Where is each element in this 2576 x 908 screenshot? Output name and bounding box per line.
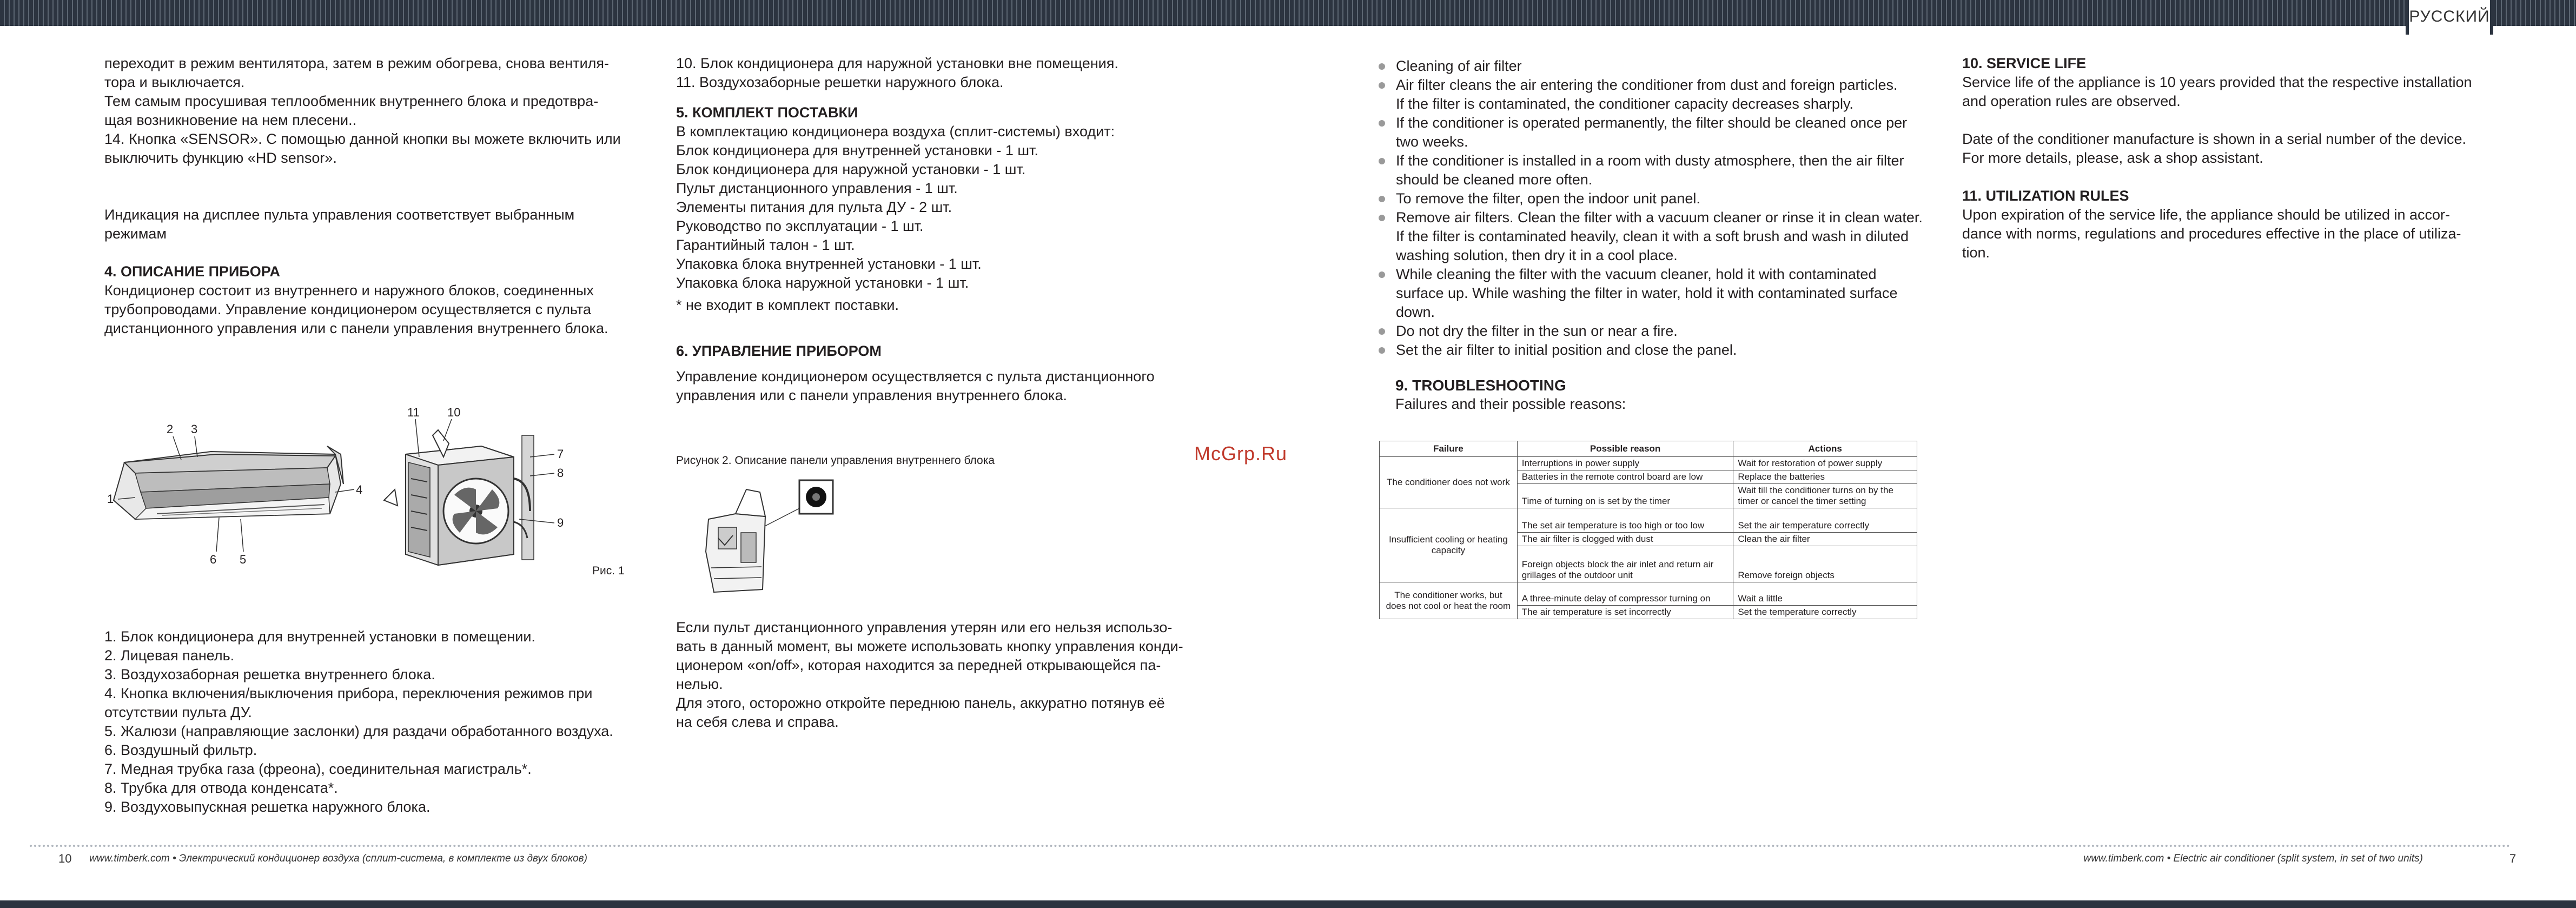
- action-cell: Set the air temperature correctly: [1733, 508, 1917, 533]
- text-line: ционером «on/off», которая находится за передней открывающейся па-: [676, 657, 1161, 673]
- bullet-item: [1376, 114, 1924, 151]
- list-item: 1. Блок кондиционера для внутренней установки в помещении.: [104, 628, 535, 645]
- failure-cell: The conditioner works, but does not cool or heat the room: [1380, 582, 1518, 619]
- reason-cell: A three-minute delay of compressor turning on: [1517, 582, 1733, 606]
- text-line: To remove the filter, open the indoor unit panel.: [1396, 190, 1700, 207]
- left-footer-text: www.timberk.com • Электрический кондиционер воздуха (сплит-система, в комплекте из двух блоков): [89, 853, 587, 864]
- figure-1-caption: Рис. 1: [592, 565, 625, 577]
- text-line: Set the air filter to initial position and close the panel.: [1396, 342, 1737, 358]
- section-10-title: 10. SERVICE LIFE: [1962, 55, 2087, 71]
- figure-1-label: 9: [557, 516, 564, 529]
- bullet-item: [1376, 265, 1924, 322]
- indoor-unit-drawing: [114, 446, 343, 519]
- text-line: Элементы питания для пульта ДУ - 2 шт.: [676, 199, 952, 215]
- bottom-band: [0, 900, 2576, 908]
- text-line: If the conditioner is operated permanently, the filter should be cleaned once per: [1396, 115, 1908, 131]
- failure-cell: The conditioner does not work: [1380, 457, 1518, 508]
- section-11-paragraph: [1962, 206, 2489, 262]
- right-footer-text: www.timberk.com • Electric air conditioner (split system, in set of two units): [2083, 853, 2423, 864]
- text-line: В комплектацию кондиционера воздуха (сплит-системы) входит:: [676, 123, 1115, 140]
- text-line: щая возникновение на нем плесени..: [104, 112, 357, 128]
- reason-cell: The set air temperature is too high or too low: [1517, 508, 1733, 533]
- left-column-2: [676, 54, 1200, 405]
- action-cell: Wait for restoration of power supply: [1733, 457, 1917, 470]
- text-line: Тем самым просушивая теплообменник внутреннего блока и предотвра-: [104, 93, 599, 109]
- reason-cell: The air temperature is set incorrectly: [1517, 606, 1733, 619]
- reason-cell: Interruptions in power supply: [1517, 457, 1733, 470]
- section-11-title: 11. UTILIZATION RULES: [1962, 188, 2129, 204]
- text-line: down.: [1396, 304, 1435, 320]
- language-label: РУССКИЙ: [2409, 8, 2490, 25]
- text-line: управления или с панели управления внутреннего блока.: [676, 387, 1067, 403]
- right-column-3: [1376, 57, 1924, 360]
- text-line: Для этого, осторожно откройте переднюю панель, аккуратно потянув её: [676, 695, 1165, 711]
- list-item: 4. Кнопка включения/выключения прибора, переключения режимов при: [104, 685, 593, 701]
- text-line: Upon expiration of the service life, the appliance should be utilized in accor-: [1962, 207, 2451, 223]
- column-header: Failure: [1380, 441, 1518, 457]
- manufacture-date-paragraph: [1962, 130, 2489, 168]
- column-header: Possible reason: [1517, 441, 1733, 457]
- figure-1-label: 10: [447, 406, 461, 419]
- section-6-title: 6. УПРАВЛЕНИЕ ПРИБОРОМ: [676, 343, 882, 359]
- text-line: While cleaning the filter with the vacuum cleaner, hold it with contaminated: [1396, 266, 1877, 282]
- list-item: 9. Воздуховыпускная решетка наружного блока.: [104, 799, 431, 815]
- figure-1-label: 3: [191, 422, 198, 436]
- reason-cell: Foreign objects block the air inlet and return air grillages of the outdoor unit: [1517, 546, 1733, 582]
- left-page-number: 10: [58, 852, 72, 865]
- text-line: Remove air filters. Clean the filter with a vacuum cleaner or rinse it in clean water.: [1396, 209, 1923, 226]
- right-page-number: 7: [2509, 852, 2517, 865]
- list-item: 5. Жалюзи (направляющие заслонки) для раздачи обработанного воздуха.: [104, 723, 613, 739]
- section-4-paragraph: [104, 281, 628, 338]
- text-line: two weeks.: [1396, 134, 1468, 150]
- section-9-heading: [1395, 376, 1925, 414]
- text-line: Air filter cleans the air entering the conditioner from dust and foreign particles.: [1396, 77, 1898, 93]
- section-10-paragraph: [1962, 73, 2489, 111]
- table-row: [1380, 508, 1917, 533]
- text-line: Do not dry the filter in the sun or near a fire.: [1396, 323, 1678, 339]
- footer-divider: [30, 845, 2512, 847]
- list-item: 7. Медная трубка газа (фреона), соединительная магистраль*.: [104, 761, 532, 777]
- text-line: should be cleaned more often.: [1396, 171, 1593, 188]
- text-line: трубопроводами. Управление кондиционером осуществляется с пульта: [104, 301, 591, 317]
- section-4-title: 4. ОПИСАНИЕ ПРИБОРА: [104, 263, 280, 280]
- table-header-row: [1380, 441, 1917, 457]
- bullet-item: [1376, 322, 1924, 341]
- reason-cell: Time of turning on is set by the timer: [1517, 484, 1733, 508]
- action-cell: Remove foreign objects: [1733, 546, 1917, 582]
- bullet-item: [1376, 341, 1924, 360]
- figure-1-label: 4: [356, 483, 363, 496]
- text-line: If the conditioner is installed in a room with dusty atmosphere, then the air filter: [1396, 153, 1904, 169]
- text-line: нелью.: [676, 676, 723, 692]
- action-cell: Wait a little: [1733, 582, 1917, 606]
- figure-1-label: 5: [240, 553, 247, 566]
- table-row: [1380, 457, 1917, 470]
- figure-1-label: 11: [407, 406, 420, 419]
- text-line: Гарантийный талон - 1 шт.: [676, 237, 855, 253]
- text-line: tion.: [1962, 244, 1990, 261]
- text-line: тора и выключается.: [104, 74, 245, 90]
- text-line: Service life of the appliance is 10 years provided that the respective installation: [1962, 74, 2472, 90]
- bullet-item: [1376, 57, 1924, 76]
- text-line: дистанционного управления или с панели управления внутреннего блока.: [104, 320, 608, 336]
- watermark: McGrp.Ru: [1194, 442, 1288, 465]
- text-line: Индикация на дисплее пульта управления соответствует выбранным: [104, 207, 575, 223]
- figure-1-label: 2: [167, 422, 174, 436]
- text-line: If the filter is contaminated, the conditioner capacity decreases sharply.: [1396, 96, 1853, 112]
- bullet-item: [1376, 189, 1924, 208]
- text-line: Упаковка блока наружной установки - 1 шт.: [676, 275, 969, 291]
- text-line: Упаковка блока внутренней установки - 1 шт.: [676, 256, 982, 272]
- section-6-paragraph: [676, 367, 1200, 405]
- text-line: Блок кондиционера для внутренней установки - 1 шт.: [676, 142, 1038, 158]
- figure-1-label: 1: [107, 492, 114, 506]
- section-5-note: * не входит в комплект поставки.: [676, 297, 899, 313]
- text-line: Управление кондиционером осуществляется с пульта дистанционного: [676, 368, 1155, 385]
- text-line: Блок кондиционера для наружной установки - 1 шт.: [676, 161, 1026, 177]
- text-line: Пульт дистанционного управления - 1 шт.: [676, 180, 958, 196]
- text-line: выключить функцию «HD sensor».: [104, 150, 337, 166]
- lost-remote-paragraph: [676, 618, 1200, 732]
- outdoor-unit-drawing: [384, 430, 534, 565]
- list-item: 10. Блок кондиционера для наружной установки вне помещения.: [676, 55, 1118, 71]
- figure-1-label: 7: [557, 447, 564, 461]
- indication-paragraph: [104, 206, 628, 243]
- text-line: and operation rules are observed.: [1962, 93, 2181, 109]
- list-item: 11. Воздухозаборные решетки наружного блока.: [676, 74, 1004, 90]
- text-line: surface up. While washing the filter in water, hold it with contaminated surface: [1396, 285, 1898, 301]
- section-9-title: 9. TROUBLESHOOTING: [1395, 377, 1566, 394]
- text-line: Руководство по эксплуатации - 1 шт.: [676, 218, 924, 234]
- header-band: [0, 0, 2576, 26]
- figure-2-caption: Рисунок 2. Описание панели управления внутреннего блока: [676, 454, 995, 467]
- list-item: 8. Трубка для отвода конденсата*.: [104, 780, 338, 796]
- text-line: Если пульт дистанционного управления утерян или его нельзя использо-: [676, 619, 1173, 635]
- bullet-item: [1376, 208, 1924, 265]
- text-line: washing solution, then dry it in a cool place.: [1396, 247, 1678, 263]
- text-line: For more details, please, ask a shop assistant.: [1962, 150, 2263, 166]
- figure-1-label: 6: [210, 553, 217, 566]
- failure-cell: Insufficient cooling or heating capacity: [1380, 508, 1518, 582]
- reason-cell: The air filter is clogged with dust: [1517, 533, 1733, 546]
- column-header: Actions: [1733, 441, 1917, 457]
- section-5-title: 5. КОМПЛЕКТ ПОСТАВКИ: [676, 104, 858, 121]
- text-line: Date of the conditioner manufacture is shown in a serial number of the device.: [1962, 131, 2467, 147]
- text-line: вать в данный момент, вы можете использовать кнопку управления конди-: [676, 638, 1183, 654]
- text-line: режимам: [104, 226, 167, 242]
- section-5-list: [676, 122, 1200, 293]
- text-line: переходит в режим вентилятора, затем в режим обогрева, снова вентиля-: [104, 55, 610, 71]
- list-item: отсутствии пульта ДУ.: [104, 704, 252, 720]
- bullet-item: [1376, 151, 1924, 189]
- list-item: 2. Лицевая панель.: [104, 647, 235, 664]
- language-tab: [2406, 0, 2493, 35]
- text-line: dance with norms, regulations and procedures effective in the place of utiliza-: [1962, 226, 2461, 242]
- troubleshooting-table: [1379, 441, 1917, 619]
- table-row: [1380, 582, 1917, 606]
- text-line: Cleaning of air filter: [1396, 58, 1522, 74]
- figure-1-air-conditioner-illustration: [103, 403, 633, 587]
- action-cell: Clean the air filter: [1733, 533, 1917, 546]
- left-column-1: [104, 54, 628, 338]
- section-9-subtitle: Failures and their possible reasons:: [1395, 396, 1626, 412]
- text-line: If the filter is contaminated heavily, clean it with a soft brush and wash in diluted: [1396, 228, 1909, 244]
- right-column-4: [1962, 54, 2489, 262]
- text-line: 14. Кнопка «SENSOR». С помощью данной кнопки вы можете включить или: [104, 131, 621, 147]
- text-line: на себя слева и справа.: [676, 714, 839, 730]
- reason-cell: Batteries in the remote control board are low: [1517, 470, 1733, 484]
- bullet-item: [1376, 76, 1924, 114]
- intro-paragraph: [104, 54, 628, 168]
- figure-2-control-panel-illustration: [703, 476, 844, 606]
- text-line: Кондиционер состоит из внутреннего и наружного блоков, соединенных: [104, 282, 594, 299]
- action-cell: Set the temperature correctly: [1733, 606, 1917, 619]
- figure-1-label: 8: [557, 466, 564, 480]
- list-item: 6. Воздушный фильтр.: [104, 742, 257, 758]
- action-cell: Replace the batteries: [1733, 470, 1917, 484]
- parts-list: [104, 627, 628, 817]
- action-cell: Wait till the conditioner turns on by the timer or cancel the timer setting: [1733, 484, 1917, 508]
- list-item: 3. Воздухозаборная решетка внутреннего блока.: [104, 666, 435, 682]
